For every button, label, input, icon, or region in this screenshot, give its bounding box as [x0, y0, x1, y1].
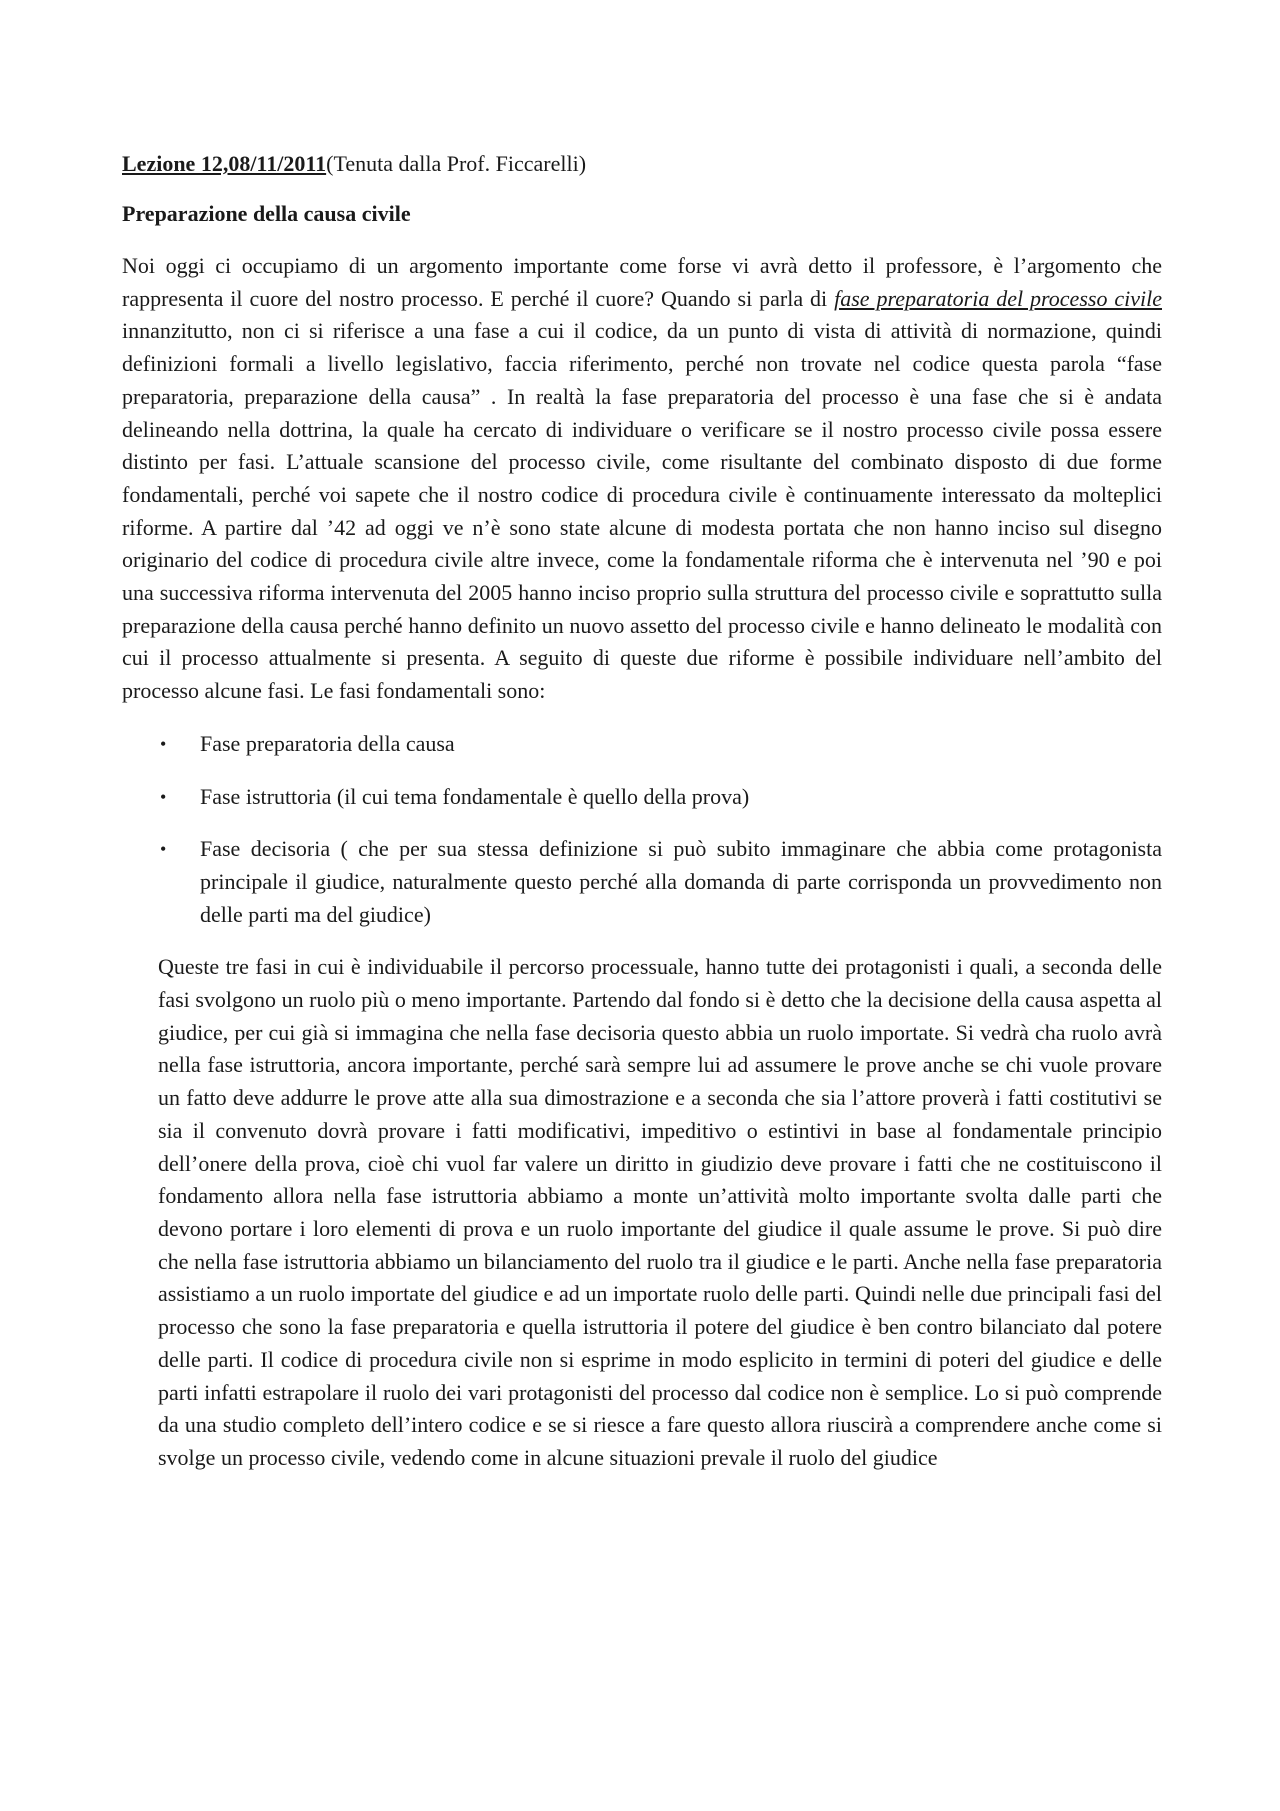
bullet-icon: •: [160, 839, 167, 860]
fase-preparatoria-link[interactable]: fase preparatoria del processo civile: [834, 285, 1162, 311]
phase-text: Fase istruttoria (il cui tema fondamentale è quello della prova): [200, 783, 750, 809]
lesson-subtitle: (Tenuta dalla Prof. Ficcarelli): [326, 151, 587, 176]
body-paragraph: Queste tre fasi in cui è individuabile il percorso processuale, hanno tutte dei protagonisti i quali, a seconda delle fasi svolgono un ruolo più o meno importante. Partendo dal fondo si è detto che la decisione della causa aspetta al giudice, per cui già si immagina che nella fase decisoria questo abbia un ruolo importate. Si vedrà cha ruolo avrà nella fase istruttoria, ancora importante, perché sarà sempre lui ad assumere le prove anche se chi vuole provare un fatto deve addurre le prove atte alla sua dimostrazione e a seconda che sia l’attore proverà i fatti costitutivi se sia il convenuto dovrà provare i fatti modificativi, impeditivo o estintivi in base al fondamentale principio dell’onere della prova, cioè chi vuol far valere un diritto in giudizio deve provare i fatti che ne costituiscono il fondamento allora nella fase istruttoria abbiamo a monte un’attività molto importante svolta dalle parti che devono portare i loro elementi di prova e un ruolo importante del giudice il quale assume le prove. Si può dire che nella fase istruttoria abbiamo un bilanciamento del ruolo tra il giudice e le parti. Anche nella fase preparatoria assistiamo a un ruolo importate del giudice e ad un importate ruolo delle parti. Quindi nelle due principali fasi del processo che sono la fase preparatoria e quella istruttoria il potere del giudice è ben contro bilanciato dal potere delle parti. Il codice di procedura civile non si esprime in modo esplicito in termini di poteri del giudice e delle parti infatti estrapolare il ruolo dei vari protagonisti del processo dal codice non è semplice. Lo si può comprende da una studio completo dell’intero codice e se si riesce a fare questo allora riuscirà a comprendere anche come si svolge un processo civile, vedendo come in alcune situazioni prevale il ruolo del giudice: [158, 954, 1162, 1470]
phase-text: Fase decisoria ( che per sua stessa definizione si può subito immaginare che abbia come protagonista principale il giudice, naturalmente questo perché alla domanda di parte corrisponda un provvedimento non delle parti ma del giudice): [200, 836, 1162, 927]
lesson-header: [122, 150, 1162, 178]
phase-item: [122, 728, 1162, 761]
lesson-title: Lezione 12,08/11/2011: [122, 151, 327, 176]
phase-item: [122, 781, 1162, 814]
document-page: [122, 150, 1162, 1475]
intro-text-before-link: Noi oggi ci occupiamo di un argomento importante come forse vi avrà detto il professore, è l’argomento che rappresenta il cuore del nostro processo. E perché il cuore? Quando si parla di: [122, 253, 1162, 311]
bullet-icon: •: [160, 786, 167, 807]
phases-list: [122, 728, 1162, 932]
bullet-icon: •: [160, 733, 167, 754]
intro-text-after-link: innanzitutto, non ci si riferisce a una fase a cui il codice, da un punto di vista di attività di normazione, quindi definizioni formali a livello legislativo, faccia riferimento, perché non trovate nel codice questa parola “fase preparatoria, preparazione della causa” . In realtà la fase preparatoria del processo è una fase che si è andata delineando nella dottrina, la quale ha cercato di individuare o verificare se il nostro processo civile possa essere distinto per fasi. L’attuale scansione del processo civile, come risultante del combinato disposto di due forme fondamentali, perché voi sapete che il nostro codice di procedura civile è continuamente interessato da molteplici riforme. A partire dal ’42 ad oggi ve n’è sono state alcune di modesta portata che non hanno inciso sul disegno originario del codice di procedura civile altre invece, come la fondamentale riforma che è intervenuta nel ’90 e poi una successiva riforma intervenuta del 2005 hanno inciso proprio sulla struttura del processo civile e soprattutto sulla preparazione della causa perché hanno definito un nuovo assetto del processo civile e hanno delineato le modalità con cui il processo attualmente si presenta. A seguito di queste due riforme è possibile individuare nell’ambito del processo alcune fasi. Le fasi fondamentali sono:: [122, 318, 1162, 704]
intro-paragraph: [122, 250, 1162, 708]
phase-item: [122, 833, 1162, 931]
phase-text: Fase preparatoria della causa: [200, 730, 455, 756]
section-title: Preparazione della causa civile: [122, 201, 411, 226]
